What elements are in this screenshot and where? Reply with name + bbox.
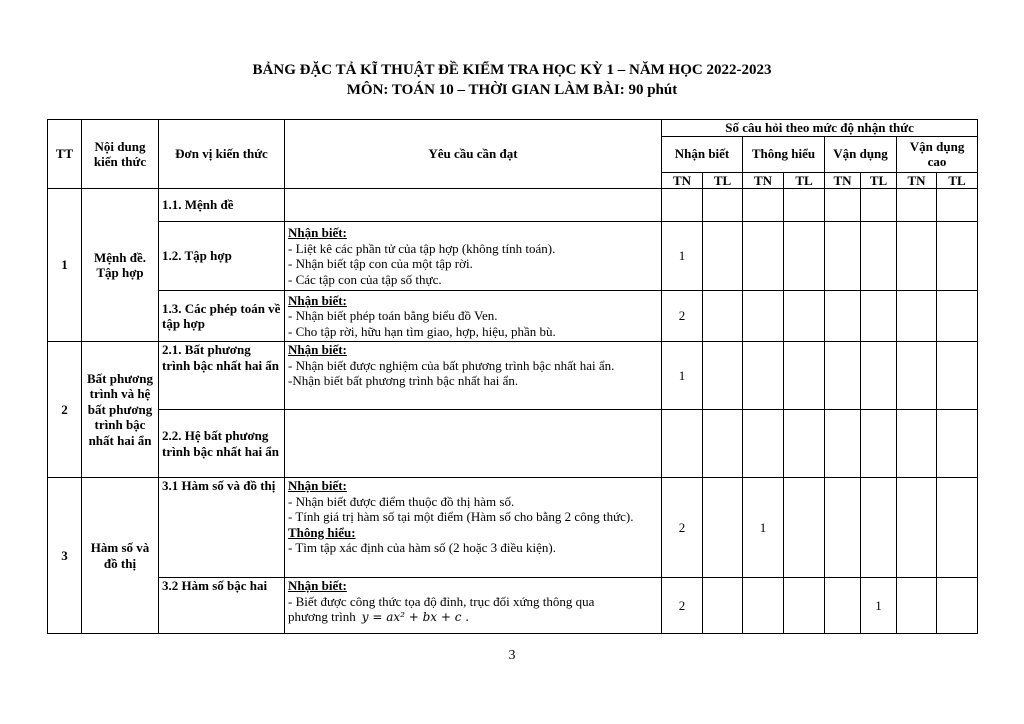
- count-cell: [937, 189, 978, 222]
- page-number: 3: [508, 648, 516, 663]
- count-cell: 2: [662, 478, 703, 578]
- count-cell: [743, 291, 784, 342]
- table-row: [48, 578, 978, 634]
- count-cell: [861, 222, 897, 291]
- count-cell: [937, 410, 978, 478]
- level-label: Nhận biết:: [288, 225, 347, 240]
- count-cell: [897, 578, 937, 634]
- count-cell: [825, 478, 861, 578]
- requirement-line: - Nhận biết tập con của một tập rời.: [288, 256, 473, 271]
- count-cell: [784, 578, 825, 634]
- count-cell: [825, 291, 861, 342]
- count-cell: [861, 342, 897, 410]
- section-content: Bất phương trình và hệ bất phương trình bậc nhất hai ẩn: [82, 342, 159, 478]
- count-cell: [825, 222, 861, 291]
- count-cell: [703, 291, 743, 342]
- unit-requirement: [285, 342, 662, 410]
- unit-requirement: [285, 291, 662, 342]
- unit-requirement: [285, 410, 662, 478]
- unit-requirement: [285, 222, 662, 291]
- header-sub: TL: [703, 172, 743, 189]
- table-row: [48, 222, 978, 291]
- count-cell: 1: [662, 222, 703, 291]
- count-cell: [743, 189, 784, 222]
- count-cell: [861, 478, 897, 578]
- level-label: Thông hiểu:: [288, 524, 356, 540]
- unit-name: 2.2. Hệ bất phương trình bậc nhất hai ẩn: [159, 410, 285, 478]
- section-number: 2: [48, 342, 82, 478]
- count-cell: [825, 578, 861, 634]
- count-cell: [743, 410, 784, 478]
- count-cell: [784, 478, 825, 578]
- count-cell: [703, 189, 743, 222]
- requirement-line: - Liệt kê các phần tử của tập hợp (không tính toán).: [288, 240, 556, 256]
- unit-requirement: [285, 478, 662, 578]
- level-label: Nhận biết:: [288, 342, 347, 357]
- header-tt: TT: [48, 120, 82, 189]
- count-cell: [937, 222, 978, 291]
- count-cell: [937, 478, 978, 578]
- requirement-line: - Các tập con của tập số thực.: [288, 271, 442, 287]
- document-title: BẢNG ĐẶC TẢ KĨ THUẬT ĐỀ KIỂM TRA HỌC KỲ 1 – NĂM HỌC 2022-2023: [252, 62, 772, 78]
- count-cell: [861, 189, 897, 222]
- header-level-understand: Thông hiểu: [743, 136, 825, 172]
- header-sub: TN: [897, 172, 937, 189]
- count-cell: [743, 578, 784, 634]
- count-cell: [937, 342, 978, 410]
- count-cell: [743, 222, 784, 291]
- header-questions-group: Số câu hỏi theo mức độ nhận thức: [662, 120, 978, 137]
- requirement-line: - Nhận biết được điểm thuộc đồ thị hàm số.: [288, 493, 515, 509]
- count-cell: 2: [662, 291, 703, 342]
- unit-name: 1.2. Tập hợp: [159, 222, 285, 291]
- count-cell: 1: [662, 342, 703, 410]
- unit-name: 3.1 Hàm số và đồ thị: [159, 478, 285, 578]
- count-cell: [784, 410, 825, 478]
- unit-name: 2.1. Bất phương trình bậc nhất hai ẩn: [159, 342, 285, 410]
- unit-name: 3.2 Hàm số bậc hai: [159, 578, 285, 634]
- count-cell: [703, 222, 743, 291]
- document-subtitle: MÔN: TOÁN 10 – THỜI GIAN LÀM BÀI: 90 phút: [346, 82, 678, 98]
- requirement-line: - Tìm tập xác định của hàm số (2 hoặc 3 điều kiện).: [288, 540, 556, 555]
- specification-table: [47, 119, 978, 634]
- header-content: Nội dung kiến thức: [82, 120, 159, 189]
- header-level-apply-high: Vận dụng cao: [897, 136, 978, 172]
- count-cell: [703, 578, 743, 634]
- count-cell: [662, 410, 703, 478]
- requirement-line: - Nhận biết phép toán bằng biểu đồ Ven.: [288, 308, 498, 324]
- count-cell: [897, 189, 937, 222]
- level-label: Nhận biết:: [288, 578, 347, 593]
- count-cell: [703, 410, 743, 478]
- count-cell: [825, 342, 861, 410]
- header-level-recognize: Nhận biết: [662, 136, 743, 172]
- header-sub: TN: [743, 172, 784, 189]
- requirement-line: - Biết được công thức tọa độ đỉnh, trục đối xứng thông qua: [288, 593, 595, 609]
- count-cell: [825, 189, 861, 222]
- unit-name: 1.3. Các phép toán về tập hợp: [159, 291, 285, 342]
- level-label: Nhận biết:: [288, 478, 347, 493]
- count-cell: [784, 291, 825, 342]
- count-cell: [703, 342, 743, 410]
- section-content: Hàm số và đồ thị: [82, 478, 159, 634]
- count-cell: [784, 189, 825, 222]
- count-cell: [743, 342, 784, 410]
- table-row: [48, 291, 978, 342]
- count-cell: [897, 342, 937, 410]
- level-label: Nhận biết:: [288, 292, 347, 308]
- count-cell: [897, 222, 937, 291]
- count-cell: [825, 410, 861, 478]
- requirement-line: -Nhận biết bất phương trình bậc nhất hai ẩn.: [288, 373, 519, 388]
- count-cell: [784, 222, 825, 291]
- count-cell: [897, 478, 937, 578]
- section-content: Mệnh đề. Tập hợp: [82, 189, 159, 342]
- header-requirement: Yêu cầu cần đạt: [285, 120, 662, 189]
- header-unit: Đơn vị kiến thức: [159, 120, 285, 189]
- table-row: [48, 410, 978, 478]
- count-cell: [662, 189, 703, 222]
- section-number: 3: [48, 478, 82, 634]
- table-row: [48, 478, 978, 578]
- header-sub: TN: [825, 172, 861, 189]
- count-cell: [937, 291, 978, 342]
- unit-requirement: [285, 578, 662, 634]
- count-cell: [861, 291, 897, 342]
- unit-requirement: [285, 189, 662, 222]
- requirement-line: - Tính giá trị hàm số tại một điểm (Hàm số cho bằng 2 công thức).: [288, 509, 634, 524]
- requirement-line: - Nhận biết được nghiệm của bất phương trình bậc nhất hai ẩn.: [288, 357, 615, 373]
- header-level-apply: Vận dụng: [825, 136, 897, 172]
- table-row: [48, 189, 978, 222]
- count-cell: [703, 478, 743, 578]
- header-sub: TL: [937, 172, 978, 189]
- count-cell: 2: [662, 578, 703, 634]
- header-sub: TN: [662, 172, 703, 189]
- count-cell: [784, 342, 825, 410]
- header-sub: TL: [784, 172, 825, 189]
- header-sub: TL: [861, 172, 897, 189]
- table-row: [48, 342, 978, 410]
- count-cell: [897, 410, 937, 478]
- count-cell: 1: [861, 578, 897, 634]
- count-cell: 1: [743, 478, 784, 578]
- count-cell: [897, 291, 937, 342]
- section-number: 1: [48, 189, 82, 342]
- requirement-line: phương trình: [288, 609, 356, 624]
- unit-name: 1.1. Mệnh đề: [159, 189, 285, 222]
- count-cell: [937, 578, 978, 634]
- requirement-line: - Cho tập rời, hữu hạn tìm giao, hợp, hiệu, phần bù.: [288, 323, 556, 339]
- quadratic-formula: y = ax² + bx + c .: [361, 610, 470, 624]
- count-cell: [861, 410, 897, 478]
